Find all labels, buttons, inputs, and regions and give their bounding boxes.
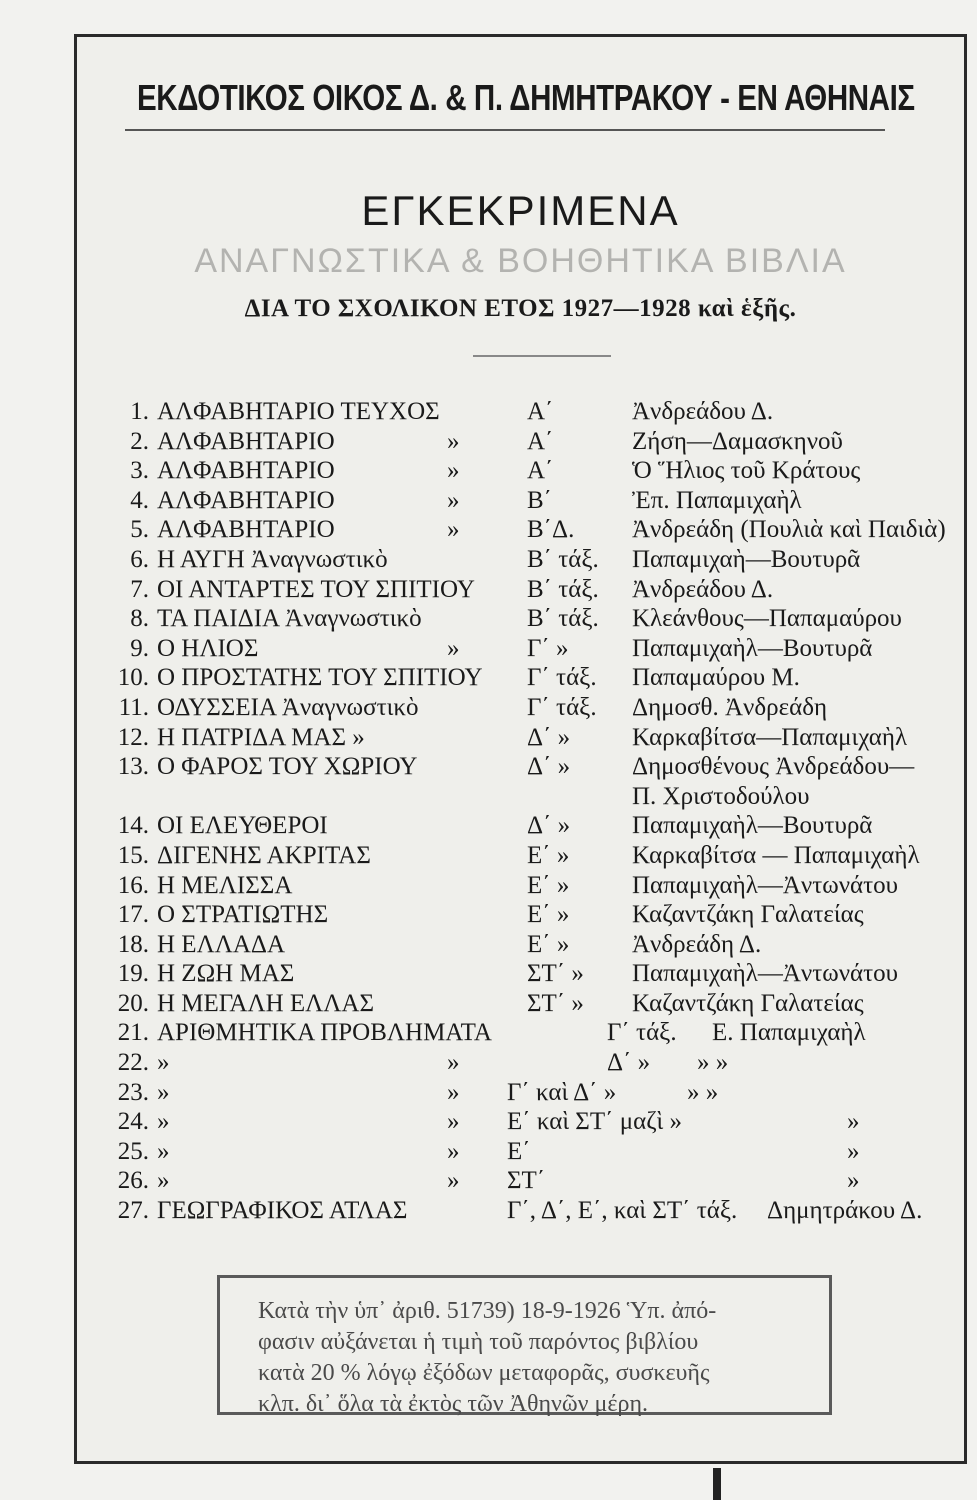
book-author: » » xyxy=(687,1078,719,1106)
book-author: Δημοσθένους Ἀνδρεάδου— xyxy=(632,753,915,781)
binding-mark xyxy=(713,1468,721,1500)
book-author: » xyxy=(847,1167,860,1195)
book-author: Π. Χριστοδούλου xyxy=(632,782,810,810)
ditto-mark: » xyxy=(447,516,460,544)
book-row xyxy=(77,1107,970,1137)
book-grade: Γ΄ τάξ. xyxy=(607,1019,677,1047)
book-number: 19. xyxy=(117,960,149,988)
notice-line: φασιν αὐξάνεται ἡ τιμὴ τοῦ παρόντος βιβλίου xyxy=(258,1329,699,1355)
book-author: Ἐπ. Παπαμιχαὴλ xyxy=(632,486,802,514)
book-author: Παπαμιχαὴλ—Ἀντωνάτου xyxy=(632,960,899,988)
book-author: Κλεάνθους—Παπαμαύρου xyxy=(632,605,902,633)
book-row xyxy=(77,752,970,782)
book-row xyxy=(77,930,970,960)
book-row xyxy=(77,397,970,427)
book-author: » xyxy=(847,1108,860,1136)
book-author: Ὁ Ἥλιος τοῦ Κράτους xyxy=(632,457,861,485)
book-row xyxy=(77,545,970,575)
book-author: Παπαμαύρου Μ. xyxy=(632,664,800,692)
book-title: » xyxy=(157,1078,170,1106)
book-author: Ζήση—Δαμασκηνοῦ xyxy=(632,427,843,455)
book-author: Παπαμιχαὴλ—Βουτυρᾶ xyxy=(632,812,873,840)
book-title: ΟΙ ΕΛΕΥΘΕΡΟΙ xyxy=(157,812,328,840)
book-title: ΑΛΦΑΒΗΤΑΡΙΟ ΤΕΥΧΟΣ xyxy=(157,398,440,425)
school-year-line: ΔΙΑ ΤΟ ΣΧΟΛΙΚΟΝ ΕΤΟΣ 1927—1928 καὶ ἑξῆς. xyxy=(244,295,797,322)
book-grade: Δ΄ » xyxy=(527,812,571,840)
book-title: Ο ΗΛΙΟΣ xyxy=(157,634,259,662)
book-grade: Δ΄ » xyxy=(607,1049,651,1077)
book-number: 20. xyxy=(117,989,149,1017)
book-number: 2. xyxy=(130,427,149,455)
book-list xyxy=(77,397,970,1226)
book-row xyxy=(77,634,970,664)
book-title: ΓΕΩΓΡΑΦΙΚΟΣ ΑΤΛΑΣ xyxy=(157,1197,408,1225)
book-grade: ΣΤ΄ » xyxy=(527,989,584,1017)
book-title: Η ΖΩΗ ΜΑΣ xyxy=(157,960,295,988)
publisher-header: ΕΚΔΟΤΙΚΟΣ ΟΙΚΟΣ Δ. & Π. ΔΗΜΗΤΡΑΚΟΥ - ΕΝ ΑΘΗΝΑΙΣ xyxy=(137,77,915,118)
book-row xyxy=(77,604,970,634)
book-row xyxy=(77,811,970,841)
book-title: Η ΕΛΛΑΔΑ xyxy=(157,930,286,958)
notice-line: Κατὰ τὴν ὑπ᾽ ἀριθ. 51739) 18-9-1926 Ὑπ. ἀπό- xyxy=(258,1298,717,1324)
page-subtitle: ΑΝΑΓΝΩΣΤΙΚΑ & ΒΟΗΘΗΤΙΚΑ ΒΙΒΛΙΑ xyxy=(194,242,847,280)
book-title: » xyxy=(157,1137,170,1165)
ditto-mark: » xyxy=(447,634,460,662)
book-grade: Β΄ τάξ. xyxy=(527,545,599,573)
ditto-mark: » xyxy=(447,427,460,455)
book-number: 14. xyxy=(117,812,149,840)
book-row xyxy=(77,1166,970,1196)
ditto-mark: » xyxy=(447,1078,460,1106)
book-title: Ο ΣΤΡΑΤΙΩΤΗΣ xyxy=(157,901,329,929)
book-number: 1. xyxy=(130,398,149,425)
book-row xyxy=(77,663,970,693)
book-grade: Γ΄ » xyxy=(527,634,569,662)
book-row xyxy=(77,782,970,812)
book-row xyxy=(77,900,970,930)
book-grade: Γ΄ καὶ Δ΄ » xyxy=(507,1078,617,1106)
book-grade: Ε΄ » xyxy=(527,930,570,958)
book-row xyxy=(77,1196,970,1226)
book-title: ΑΛΦΑΒΗΤΑΡΙΟ xyxy=(157,427,335,455)
book-grade: Ε΄ καὶ ΣΤ΄ μαζὶ » xyxy=(507,1108,683,1136)
book-title: ΟΔΥΣΣΕΙΑ Ἀναγνωστικὸ xyxy=(157,693,419,721)
book-author: Καρκαβίτσα—Παπαμιχαὴλ xyxy=(632,723,908,751)
ditto-mark: » xyxy=(447,457,460,485)
book-title: ΑΛΦΑΒΗΤΑΡΙΟ xyxy=(157,486,335,514)
book-number: 8. xyxy=(130,605,149,633)
book-author: Καρκαβίτσα — Παπαμιχαὴλ xyxy=(632,841,920,869)
book-grade: Ε΄ » xyxy=(527,871,570,899)
book-title: ΑΛΦΑΒΗΤΑΡΙΟ xyxy=(157,516,335,544)
section-divider xyxy=(473,355,611,357)
book-row xyxy=(77,959,970,989)
book-grade: Γ΄ τάξ. xyxy=(527,664,597,692)
book-title: ΑΡΙΘΜΗΤΙΚΑ ΠΡΟΒΛΗΜΑΤΑ xyxy=(157,1019,492,1047)
book-number: 4. xyxy=(130,486,149,514)
book-title: Ο ΦΑΡΟΣ ΤΟΥ ΧΩΡΙΟΥ xyxy=(157,753,418,781)
notice-line: κλπ. δι᾽ ὅλα τὰ ἐκτὸς τῶν Ἀθηνῶν μέρη. xyxy=(258,1391,648,1417)
book-number: 24. xyxy=(117,1108,149,1136)
book-row xyxy=(77,841,970,871)
book-title: ΑΛΦΑΒΗΤΑΡΙΟ xyxy=(157,457,335,485)
book-number: 5. xyxy=(130,516,149,544)
book-author: Παπαμιχαὴλ—Ἀντωνάτου xyxy=(632,871,899,899)
book-grade: Ε΄ » xyxy=(527,841,570,869)
book-number: 13. xyxy=(117,753,149,781)
book-author: Ἀνδρεάδου Δ. xyxy=(632,575,774,603)
book-grade: Α΄ xyxy=(527,457,554,485)
book-grade: Α΄ xyxy=(527,427,554,455)
book-grade: Ε΄ » xyxy=(527,901,570,929)
book-title: ΟΙ ΑΝΤΑΡΤΕΣ ΤΟΥ ΣΠΙΤΙΟΥ xyxy=(157,575,475,603)
book-author: Παπαμιχαὴλ—Βουτυρᾶ xyxy=(632,634,873,662)
book-number: 12. xyxy=(117,723,149,751)
book-author: Δημοσθ. Ἀνδρεάδη xyxy=(632,693,828,721)
book-grade: Δ΄ » xyxy=(527,723,571,751)
book-author: Παπαμιχαὴ—Βουτυρᾶ xyxy=(632,545,861,573)
book-author: Καζαντζάκη Γαλατείας xyxy=(632,901,864,929)
book-number: 10. xyxy=(117,664,149,692)
book-number: 7. xyxy=(130,575,149,603)
book-row xyxy=(77,693,970,723)
ditto-mark: » xyxy=(447,1167,460,1195)
book-grade: Β΄ τάξ. xyxy=(527,575,599,603)
book-row xyxy=(77,486,970,516)
book-author: Ε. Παπαμιχαὴλ xyxy=(712,1019,866,1047)
book-title: Ο ΠΡΟΣΤΑΤΗΣ ΤΟΥ ΣΠΙΤΙΟΥ xyxy=(157,664,483,692)
book-row xyxy=(77,1137,970,1167)
book-row xyxy=(77,575,970,605)
price-notice-box xyxy=(217,1275,832,1415)
ditto-mark: » xyxy=(447,1108,460,1136)
book-number: 21. xyxy=(117,1019,149,1047)
book-row xyxy=(77,871,970,901)
book-grade: Δ΄ » xyxy=(527,753,571,781)
book-row xyxy=(77,1018,970,1048)
ditto-mark: » xyxy=(447,1049,460,1077)
book-number: 9. xyxy=(130,634,149,662)
header-rule xyxy=(125,129,885,131)
book-number: 18. xyxy=(117,930,149,958)
book-author: Καζαντζάκη Γαλατείας xyxy=(632,989,864,1017)
book-grade: Γ΄, Δ΄, Ε΄, καὶ ΣΤ΄ τάξ. xyxy=(507,1197,738,1225)
book-author: Ἀνδρεάδη (Πουλιὰ καὶ Παιδιὰ) xyxy=(632,516,946,544)
book-row xyxy=(77,1048,970,1078)
book-grade: Α΄ xyxy=(527,398,554,425)
book-row xyxy=(77,427,970,457)
book-number: 11. xyxy=(118,693,149,721)
book-title: Η ΑΥΓΗ Ἀναγνωστικὸ xyxy=(157,545,388,573)
book-author: Ἀνδρεάδου Δ. xyxy=(632,398,774,425)
book-author: Ἀνδρεάδη Δ. xyxy=(632,930,762,958)
book-title: » xyxy=(157,1167,170,1195)
book-number: 27. xyxy=(117,1197,149,1225)
book-row xyxy=(77,456,970,486)
book-title: » xyxy=(157,1108,170,1136)
book-number: 26. xyxy=(117,1167,149,1195)
book-author: » » xyxy=(697,1049,729,1077)
book-number: 3. xyxy=(130,457,149,485)
book-row xyxy=(77,515,970,545)
book-grade: ΣΤ΄ » xyxy=(527,960,584,988)
book-number: 16. xyxy=(117,871,149,899)
book-title: Η ΠΑΤΡΙΔΑ ΜΑΣ » xyxy=(157,723,365,751)
book-title: Η ΜΕΓΑΛΗ ΕΛΛΑΣ xyxy=(157,989,375,1017)
book-grade: Β΄ τάξ. xyxy=(527,605,599,633)
page-frame xyxy=(74,34,967,1464)
book-row xyxy=(77,1078,970,1108)
book-row xyxy=(77,989,970,1019)
book-title: » xyxy=(157,1049,170,1077)
book-title: Η ΜΕΛΙΣΣΑ xyxy=(157,871,293,899)
book-author: Δημητράκου Δ. xyxy=(767,1197,923,1225)
book-author: » xyxy=(847,1137,860,1165)
ditto-mark: » xyxy=(447,486,460,514)
notice-line: κατὰ 20 % λόγῳ ἐξόδων μεταφορᾶς, συσκευῆς xyxy=(258,1360,710,1386)
ditto-mark: » xyxy=(447,1137,460,1165)
book-grade: Ε΄ xyxy=(507,1137,531,1165)
book-number: 15. xyxy=(117,841,149,869)
book-title: ΔΙΓΕΝΗΣ ΑΚΡΙΤΑΣ xyxy=(157,841,371,869)
book-number: 22. xyxy=(117,1049,149,1077)
book-row xyxy=(77,723,970,753)
book-grade: ΣΤ΄ xyxy=(507,1167,546,1195)
book-grade: Β΄ xyxy=(527,486,552,514)
book-number: 6. xyxy=(130,545,149,573)
book-number: 23. xyxy=(117,1078,149,1106)
book-title: ΤΑ ΠΑΙΔΙΑ Ἀναγνωστικὸ xyxy=(157,605,422,633)
book-grade: Β΄Δ. xyxy=(527,516,575,544)
book-grade: Γ΄ τάξ. xyxy=(527,693,597,721)
book-number: 25. xyxy=(117,1137,149,1165)
page-title: ΕΓΚΕΚΡΙΜΕΝΑ xyxy=(361,187,680,234)
book-number: 17. xyxy=(117,901,149,929)
